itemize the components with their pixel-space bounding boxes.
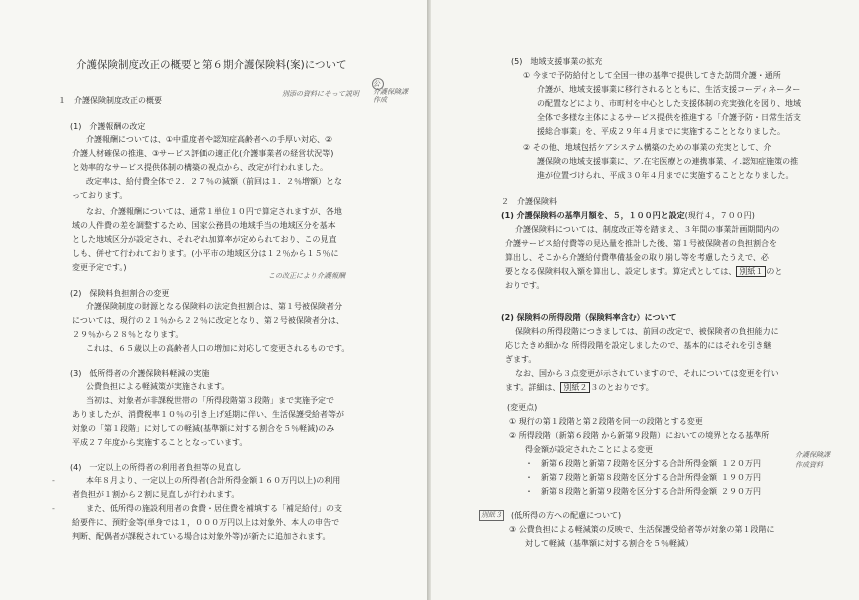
paragraph-line: 援総合事業」を、平成２９年４月までに実施することとなりました。 bbox=[537, 127, 785, 136]
handwritten-margin-note: 別添の資料にそって説明 bbox=[282, 90, 359, 98]
paragraph-line: ② その他、地域包括ケアシステム構築のための事業の充実として、介 bbox=[523, 143, 772, 152]
attachment-ref-number: ３ bbox=[590, 383, 599, 392]
change-3-line-1: ③ 公費負担による軽減策の反映で、生活保護受給者等が対象の第１段階に bbox=[509, 525, 775, 534]
paragraph-line: 給要件に、預貯金等(単身では１，０００万円以上は対象外、本人の申告で bbox=[72, 518, 340, 527]
paragraph-line-with-ref bbox=[505, 382, 654, 394]
subsection-1-4-heading: (4) 一定以上の所得者の利用者負担等の見直し bbox=[70, 463, 242, 472]
paragraph-line: なお、介護報酬については、通常１単位１０円で算定されますが、各地 bbox=[86, 207, 342, 216]
paragraph-line-with-ref bbox=[505, 266, 782, 278]
paragraph-line: ありましたが、消費税率１０％の引き上げ延期に伴い、生活保護受給者等が bbox=[72, 410, 344, 419]
paragraph-text: ます。詳細は、 bbox=[505, 383, 561, 392]
subsection-2-1-heading bbox=[501, 210, 755, 222]
threshold-row-label: ・ 新第８段階と新第９段階を区分する合計所得金額 bbox=[525, 487, 717, 496]
paragraph-line: 算出し、そこから介護給付費準備基金の取り崩し等を考慮したうえで、必 bbox=[505, 253, 769, 262]
paragraph-line: 保険料の所得段階につきましては、前回の改定で、被保険者の負担能力に bbox=[515, 327, 779, 336]
paragraph-line: 介護保険制度の財源となる保険料の法定負担割合は、第１号被保険者分 bbox=[86, 302, 342, 311]
left-page bbox=[0, 0, 427, 600]
paragraph-line: 公費負担による軽減策が実施されます。 bbox=[86, 382, 230, 391]
paragraph-line: 護保険の地域支援事業に、ア.在宅医療との連携事業、イ.認知症施策の推 bbox=[537, 157, 799, 166]
paragraph-line: しも、併せて行われております。(小平市の地域区分は１２％から１５％に bbox=[72, 249, 339, 258]
change-1: ① 現行の第１段階と第２段階を同一の段階とする変更 bbox=[509, 417, 703, 426]
paragraph-text: 要となる保険料収入額を算出し、設定します。算定式としては、 bbox=[505, 267, 737, 276]
paragraph-line: の配置などにより、市町村を中心とした支援体制の充実強化を図り、地域 bbox=[537, 99, 801, 108]
handwritten-attachment-3-box: 別紙３ bbox=[481, 511, 502, 519]
section-2-heading: ２ 介護保険料 bbox=[501, 197, 557, 206]
paragraph-line: 対象の「第１段階」に対しての軽減(基準額に対する割合を５％軽減)のみ bbox=[72, 424, 335, 433]
paragraph-line: 域の人件費の差を調整するため、国家公務員の地域手当の地域区分を基本 bbox=[72, 221, 336, 230]
paragraph-line: また、低所得の施設利用者の食費・居住費を補填する「補足給付」の支 bbox=[86, 504, 342, 513]
margin-dash-1: - bbox=[52, 476, 55, 485]
paragraph-line: おりです。 bbox=[505, 281, 545, 290]
paragraph-line: 介護が、地域支援事業に移行されるとともに、生活支援コーディネーター bbox=[537, 85, 801, 94]
subsection-1-3-heading: (3) 低所得者の介護保険料軽減の実施 bbox=[70, 369, 210, 378]
changes-heading: (変更点) bbox=[507, 403, 538, 412]
section-1-heading: １ 介護保険制度改正の概要 bbox=[58, 96, 162, 105]
paragraph-line: 介護人材確保の推進、③サービス評価の適正化(介護事業者の経営状況等) bbox=[72, 149, 334, 158]
right-page bbox=[431, 0, 859, 600]
threshold-row-amount: ２９０万円 bbox=[721, 487, 761, 496]
paragraph-line: については、現行の２１％から２２％に改定となり、第２号被保険者分は、 bbox=[72, 316, 344, 325]
paragraph-line: ① 今まで予防給付として全国一律の基準で提供してきた訪問介護・通所 bbox=[523, 71, 781, 80]
paragraph-line: 者負担が１割から２割に見直しが行われます。 bbox=[72, 490, 240, 499]
subsection-2-2-heading: (2) 保険料の所得段階（保険料率含む）について bbox=[501, 313, 677, 322]
paragraph-line: 介護サービス給付費等の見込量を推計した後、第１号被保険者の負担割合を bbox=[505, 239, 777, 248]
paragraph-line: ぎます。 bbox=[505, 355, 537, 364]
paragraph-line: 平成２７年度から実施することとなっています。 bbox=[72, 438, 248, 447]
subsection-1-5-heading: (5) 地域支援事業の拡充 bbox=[511, 57, 603, 66]
paragraph-line: と効率的なサービス提供体制の構築の視点から、改定が行われました。 bbox=[72, 163, 328, 172]
handwritten-corner-note: 公 介護保険課 作成 bbox=[373, 80, 408, 104]
threshold-row-label: ・ 新第６段階と新第７段階を区分する合計所得金額 bbox=[525, 459, 717, 468]
subsection-1-1-heading: (1) 介護報酬の改定 bbox=[70, 122, 146, 131]
handwritten-circle-mark bbox=[372, 78, 384, 90]
change-2-line-2: 得金額が設定されたことによる変更 bbox=[525, 445, 653, 454]
paragraph-text: のとおりです。 bbox=[598, 383, 654, 392]
document-title: 介護保険制度改正の概要と第６期介護保険料(案)について bbox=[76, 59, 347, 71]
paragraph-line: 全体で多様な主体によるサービス提供を推進する「介護予防・日常生活支 bbox=[537, 113, 801, 122]
paragraph-line: 判断、配偶者が課税されている場合は対象外等)が新たに追加されます。 bbox=[72, 532, 331, 541]
paragraph-line: 改定率は、給付費全体で２．２７％の減額（前回は１．２％増額）とな bbox=[86, 177, 342, 186]
paragraph-line: 本年８月より、一定以上の所得者(合計所得金額１６０万円以上)の利用 bbox=[86, 476, 341, 485]
paragraph-line: 進が位置づけられ、平成３０年４月までに実施することとなりました。 bbox=[537, 171, 794, 180]
threshold-row-amount: １２０万円 bbox=[721, 459, 761, 468]
subsection-1-2-heading: (2) 保険料負担割合の変更 bbox=[70, 289, 170, 298]
attachment-1-ref: 別紙１ bbox=[736, 266, 766, 277]
paragraph-line: 変更予定です。) bbox=[72, 263, 127, 272]
paragraph-line: 介護保険料については、制度改正等を踏まえ、３年間の事業計画期間内の bbox=[515, 225, 780, 234]
handwritten-side-note: 介護保険課 作成資料 bbox=[795, 451, 830, 469]
change-2-line-1: ② 所得段階（新第６段階 から新第９段階）においての境界となる基準所 bbox=[509, 431, 770, 440]
attachment-2-ref: 別紙２ bbox=[560, 382, 590, 393]
threshold-row-label: ・ 新第７段階と新第８段階を区分する合計所得金額 bbox=[525, 473, 717, 482]
threshold-row-amount: １９０万円 bbox=[721, 473, 761, 482]
paragraph-line: 当初は、対象者が非課税世帯の「所得段階第３段階」まで実施予定で bbox=[86, 396, 334, 405]
subsection-2-1-heading-current: (現行４，７００円) bbox=[684, 211, 755, 220]
paragraph-line: 応じたきめ細かな 所得段階を設定しましたので、基本的にはそれを引き継 bbox=[505, 341, 772, 350]
paragraph-line: ２９％から２８％となります。 bbox=[72, 330, 184, 339]
paragraph-line: これは、６５歳以上の高齢者人口の増加に対応して変更されるものです。 bbox=[86, 344, 350, 353]
subsection-2-1-heading-main: (1) 介護保険料の基準月額を、５，１００円と設定 bbox=[501, 211, 685, 220]
paragraph-line: なお、国から３点変更が示されていますので、それについては変更を行い bbox=[515, 369, 779, 378]
handwritten-note-2: この改正により介護報酬 bbox=[268, 272, 345, 280]
change-3-line-2: 対して軽減（基準額に対する割合を５％軽減） bbox=[525, 539, 693, 548]
paragraph-line: っております。 bbox=[72, 191, 128, 200]
paragraph-text: のと bbox=[766, 267, 783, 276]
paragraph-line: とした地域区分が設定され、それぞれ加算率が定められており、この見直 bbox=[72, 235, 337, 244]
margin-dash-2: - bbox=[52, 504, 55, 513]
paragraph-line: 介護報酬については、①中重度者や認知症高齢者への手厚い対応、② bbox=[86, 135, 333, 144]
lowincome-heading: (低所得の方への配慮について) bbox=[511, 511, 622, 520]
